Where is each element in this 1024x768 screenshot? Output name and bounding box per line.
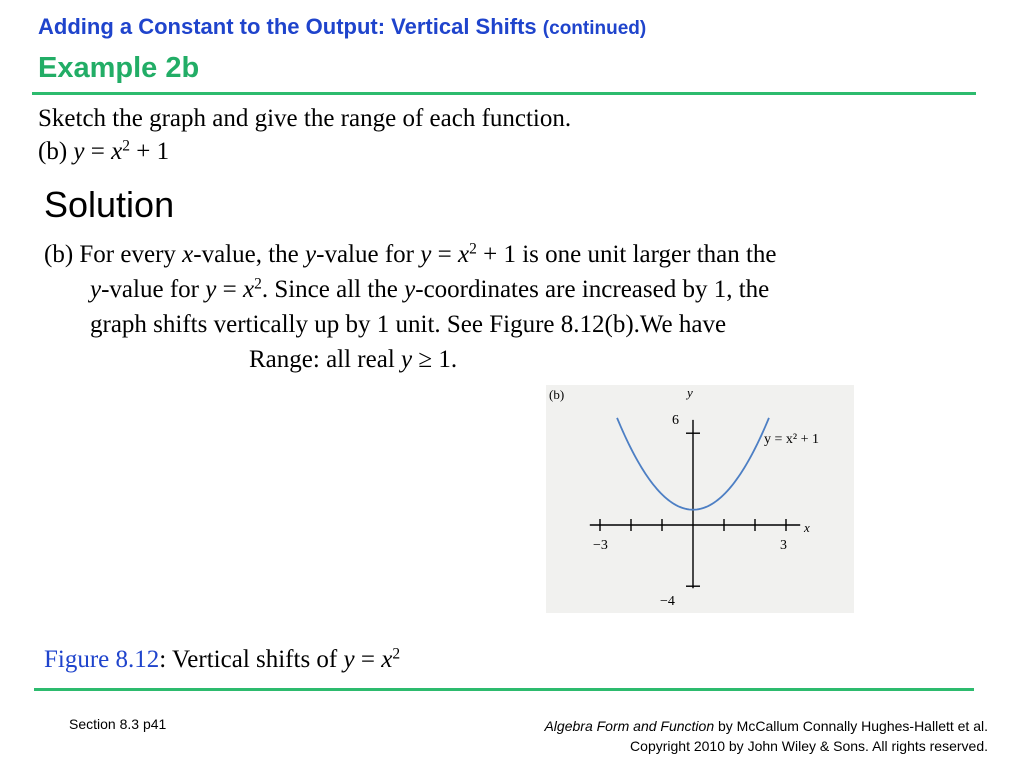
caption-var-y: y: [343, 646, 355, 673]
footer-book-line: [544, 716, 988, 736]
curve-label: y = x² + 1: [764, 432, 819, 447]
sol-var: y: [205, 276, 217, 303]
sol-var: x: [182, 241, 194, 268]
problem-eq-rest: + 1: [129, 138, 170, 165]
header-divider: [32, 92, 976, 95]
sol-text: -value for: [316, 241, 421, 268]
problem-eq-x: x: [111, 138, 123, 165]
sol-var: y: [90, 276, 102, 303]
solution-line-2: [44, 272, 777, 307]
range-text: Range: all real: [249, 346, 402, 373]
problem-line-2: [38, 135, 571, 168]
range-var: y: [401, 346, 413, 373]
y-tick-label-top: 6: [672, 413, 679, 428]
sol-exp: 2: [469, 240, 477, 258]
range-statement: [44, 342, 777, 377]
caption-exp: 2: [392, 645, 401, 663]
slide-subtitle: Example 2b: [38, 52, 200, 84]
caption-var-x: x: [381, 646, 393, 673]
y-axis-label: y: [687, 385, 693, 400]
sol-text: -value for: [101, 276, 206, 303]
solution-heading: Solution: [44, 184, 175, 225]
solution-line-1: [44, 237, 777, 272]
sol-text: (b) For every: [44, 241, 183, 268]
x-tick-label-left: −3: [593, 538, 608, 553]
sol-text: -coordinates are increased by 1, the: [415, 276, 770, 303]
footer-authors: by McCallum Connally Hughes-Hallett et al.: [714, 718, 988, 734]
footer-section: Section 8.3 p41: [69, 716, 167, 732]
caption-text: : Vertical shifts of: [159, 646, 344, 673]
problem-eq-eq: =: [84, 138, 112, 165]
sol-var: y: [420, 241, 432, 268]
solution-body: [44, 237, 777, 377]
sol-var: y: [404, 276, 416, 303]
problem-statement: [38, 102, 571, 168]
sol-text: . Since all the: [261, 276, 405, 303]
panel-label: (b): [549, 387, 565, 402]
x-tick-label-right: 3: [780, 538, 787, 553]
sol-text: + 1 is one unit larger than the: [476, 241, 777, 268]
parabola-chart: [546, 385, 854, 613]
caption-eq: =: [354, 646, 382, 673]
y-tick-label-bottom: −4: [660, 594, 675, 609]
problem-line-1: Sketch the graph and give the range of each function.: [38, 105, 572, 132]
footer-book-title: Algebra Form and Function: [544, 718, 715, 734]
footer-copyright: Copyright 2010 by John Wiley & Sons. All rights reserved.: [630, 738, 988, 754]
sol-var: y: [305, 241, 317, 268]
problem-part-label: (b): [38, 138, 74, 165]
sol-text: =: [216, 276, 243, 303]
sol-text: =: [431, 241, 458, 268]
figure-caption: [44, 646, 400, 674]
slide-title-text: Adding a Constant to the Output: Vertical Shifts: [38, 14, 537, 39]
sol-exp: 2: [254, 275, 262, 293]
caption-label: Figure 8.12: [44, 646, 160, 673]
sol-var: x: [457, 241, 470, 268]
footer-divider: [34, 688, 974, 691]
sol-var: x: [242, 276, 255, 303]
solution-line-3: graph shifts vertically up by 1 unit. See Figure 8.12(b).We have: [90, 311, 727, 338]
figure-panel: [546, 385, 854, 613]
slide-title-suffix: (continued): [542, 18, 647, 39]
slide-title: [38, 14, 646, 40]
range-text: ≥ 1.: [412, 346, 458, 373]
sol-text: -value, the: [193, 241, 306, 268]
problem-eq-y: y: [73, 138, 85, 165]
problem-eq-exp: 2: [122, 137, 130, 155]
footer-credits: [544, 716, 988, 756]
x-axis-label: x: [804, 520, 810, 535]
